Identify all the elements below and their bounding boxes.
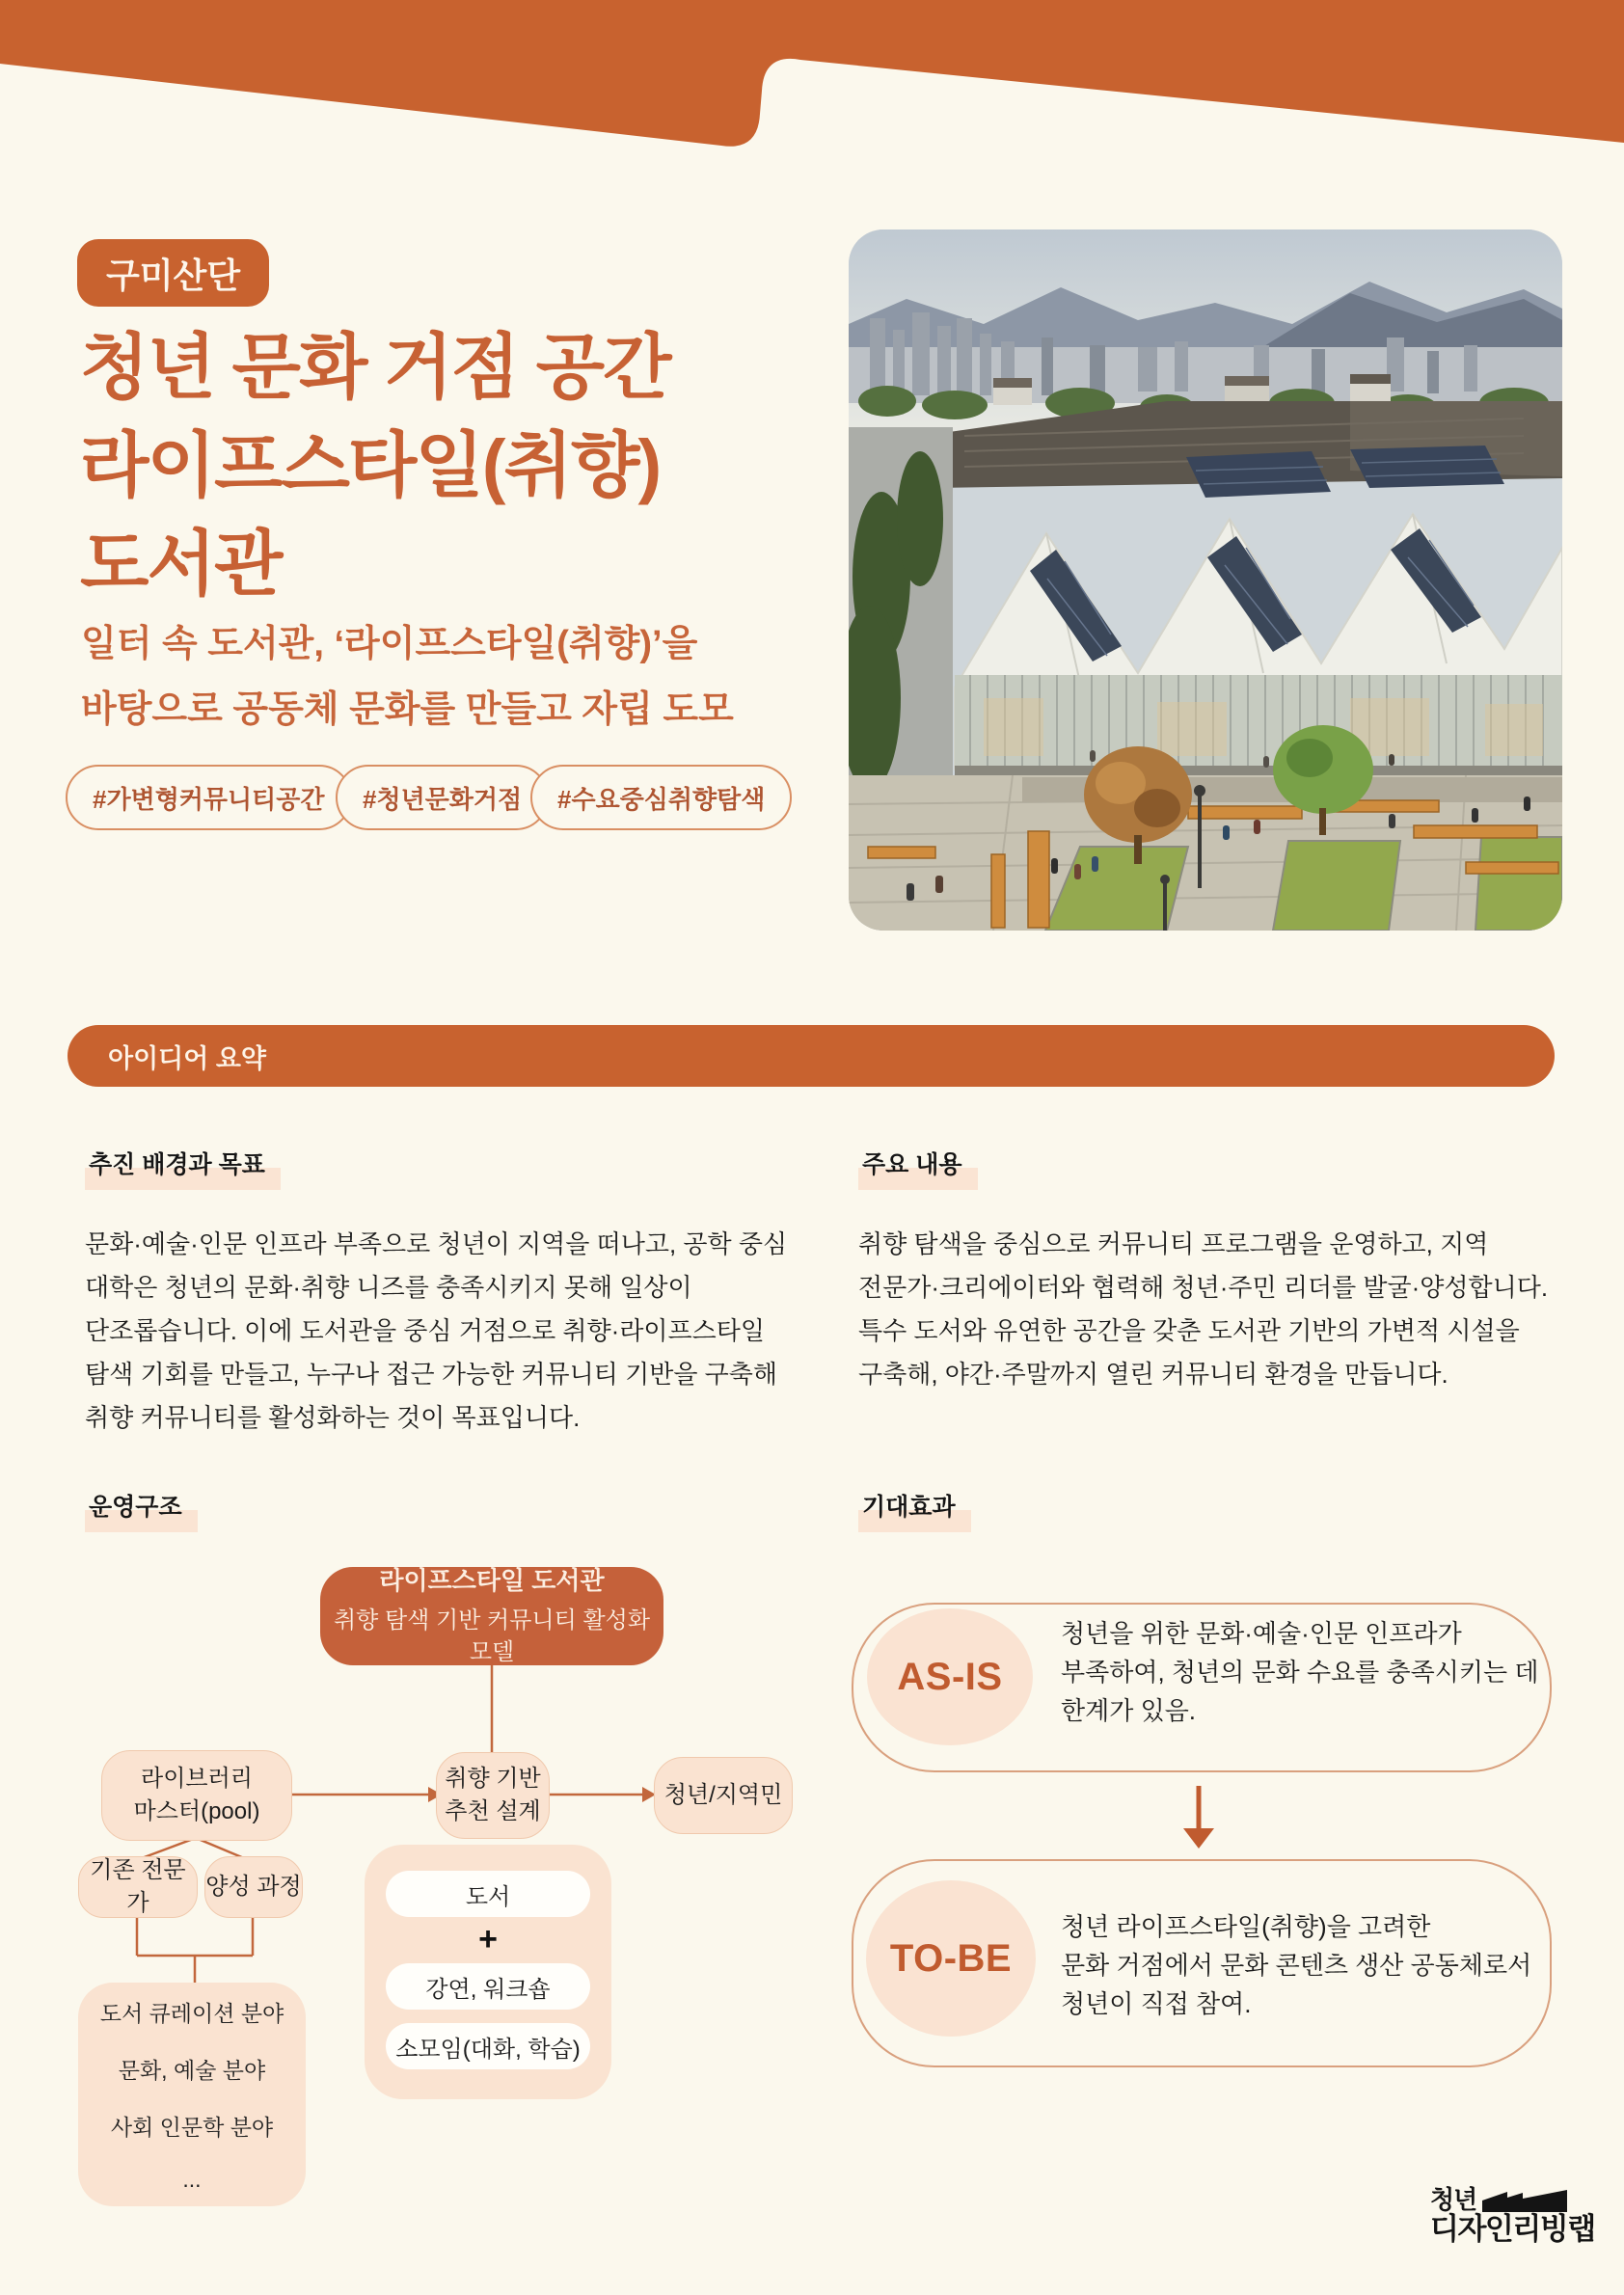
heading-background-goal: 추진 배경과 목표 <box>85 1142 281 1190</box>
text-line: 청년이 직접 참여. <box>1061 1989 1252 2018</box>
field-item: 도서 큐레이션 분야 <box>99 2001 284 2026</box>
text-line: 단조롭습니다. 이에 도서관을 중심 거점으로 취향·라이프스타일 <box>85 1316 766 1345</box>
background-goal-text <box>85 1223 787 1440</box>
node-label: 추천 설계 <box>445 1798 541 1824</box>
main-content-text <box>858 1223 1548 1396</box>
flow-node-library-master <box>101 1750 292 1841</box>
flow-root-subtitle: 취향 탐색 기반 커뮤니티 활성화 모델 <box>333 1606 651 1666</box>
flow-node-audience <box>654 1757 793 1834</box>
page-title-line2: 라이프스타일(취향) <box>80 425 661 505</box>
logo-text-line1: 청년 <box>1430 2185 1477 2214</box>
campus-photo <box>849 230 1562 931</box>
as-is-badge: AS-IS <box>867 1608 1033 1745</box>
program-pill-books: 도서 <box>386 1871 590 1917</box>
heading-expected-effects: 기대효과 <box>858 1484 971 1532</box>
heading-operation-structure: 운영구조 <box>85 1484 198 1532</box>
text-line: 청년 라이프스타일(취향)을 고려한 <box>1061 1912 1431 1941</box>
hashtag-pill-1: #가변형커뮤니티공간 <box>66 765 352 830</box>
flow-fields-box <box>78 1983 306 2206</box>
as-is-text <box>1061 1614 1538 1730</box>
text-line: 취향 탐색을 중심으로 커뮤니티 프로그램을 운영하고, 지역 <box>858 1229 1489 1258</box>
org-logo <box>1430 2187 1595 2245</box>
field-item: ... <box>182 2167 202 2192</box>
page-subtitle-line1: 일터 속 도서관, ‘라이프스타일(취향)’을 <box>81 624 698 664</box>
hashtag-pill-3: #수요중심취향탐색 <box>530 765 792 830</box>
text-line: 구축해, 야간·주말까지 열린 커뮤니티 환경을 만듭니다. <box>858 1360 1448 1389</box>
page-title-line1: 청년 문화 거점 공간 <box>80 327 670 407</box>
heading-main-content: 주요 내용 <box>858 1142 978 1190</box>
text-line: 부족하여, 청년의 문화 수요를 충족시키는 데 <box>1061 1658 1539 1687</box>
node-label: 취향 기반 <box>445 1766 541 1793</box>
flow-programs-box <box>365 1845 611 2099</box>
text-line: 취향 커뮤니티를 활성화하는 것이 목표입니다. <box>85 1403 581 1432</box>
node-label: 양성 과정 <box>205 1874 302 1901</box>
hashtag-pill-2: #청년문화거점 <box>336 765 549 830</box>
text-line: 한계가 있음. <box>1061 1696 1197 1725</box>
to-be-badge: TO-BE <box>866 1880 1036 2037</box>
page-subtitle-line2: 바탕으로 공동체 문화를 만들고 자립 도모 <box>81 689 734 730</box>
field-item: 문화, 예술 분야 <box>118 2058 266 2083</box>
page-subtitle <box>81 611 734 742</box>
text-line: 문화·예술·인문 인프라 부족으로 청년이 지역을 떠나고, 공학 중심 <box>85 1229 788 1258</box>
page-title <box>80 318 670 613</box>
node-label: 기존 전문가 <box>90 1857 186 1916</box>
flow-node-training <box>204 1856 303 1918</box>
text-line: 청년을 위한 문화·예술·인문 인프라가 <box>1061 1619 1462 1648</box>
flow-root-box <box>320 1567 663 1665</box>
factory-icon <box>1482 2187 1567 2212</box>
node-label: 라이브러리 <box>141 1766 253 1793</box>
program-pill-club: 소모임(대화, 학습) <box>386 2023 590 2069</box>
program-pill-lecture: 강연, 워크숍 <box>386 1963 590 2010</box>
text-line: 전문가·크리에이터와 협력해 청년·주민 리더를 발굴·양성합니다. <box>858 1273 1549 1302</box>
text-line: 탐색 기회를 만들고, 누구나 접근 가능한 커뮤니티 기반을 구축해 <box>85 1360 778 1389</box>
flow-root-title: 라이프스타일 도서관 <box>379 1566 605 1596</box>
node-label: 청년/지역민 <box>663 1782 783 1809</box>
region-badge: 구미산단 <box>77 239 269 307</box>
flow-node-experts <box>78 1856 198 1918</box>
page-title-line3: 도서관 <box>80 524 282 604</box>
node-label: 마스터(pool) <box>133 1798 260 1824</box>
text-line: 문화 거점에서 문화 콘텐츠 생산 공동체로서 <box>1061 1951 1532 1980</box>
to-be-text <box>1061 1907 1531 2023</box>
text-line: 대학은 청년의 문화·취향 니즈를 충족시키지 못해 일상이 <box>85 1273 692 1302</box>
flow-node-recommend-design <box>436 1752 550 1839</box>
text-line: 특수 도서와 유연한 공간을 갖춘 도서관 기반의 가변적 시설을 <box>858 1316 1520 1345</box>
plus-icon: + <box>478 1920 498 1958</box>
top-banner-shape <box>0 0 1624 164</box>
section-bar-idea-summary: 아이디어 요약 <box>68 1025 1555 1087</box>
logo-text-line2: 디자인리빙랩 <box>1430 2212 1595 2246</box>
field-item: 사회 인문학 분야 <box>110 2115 274 2140</box>
